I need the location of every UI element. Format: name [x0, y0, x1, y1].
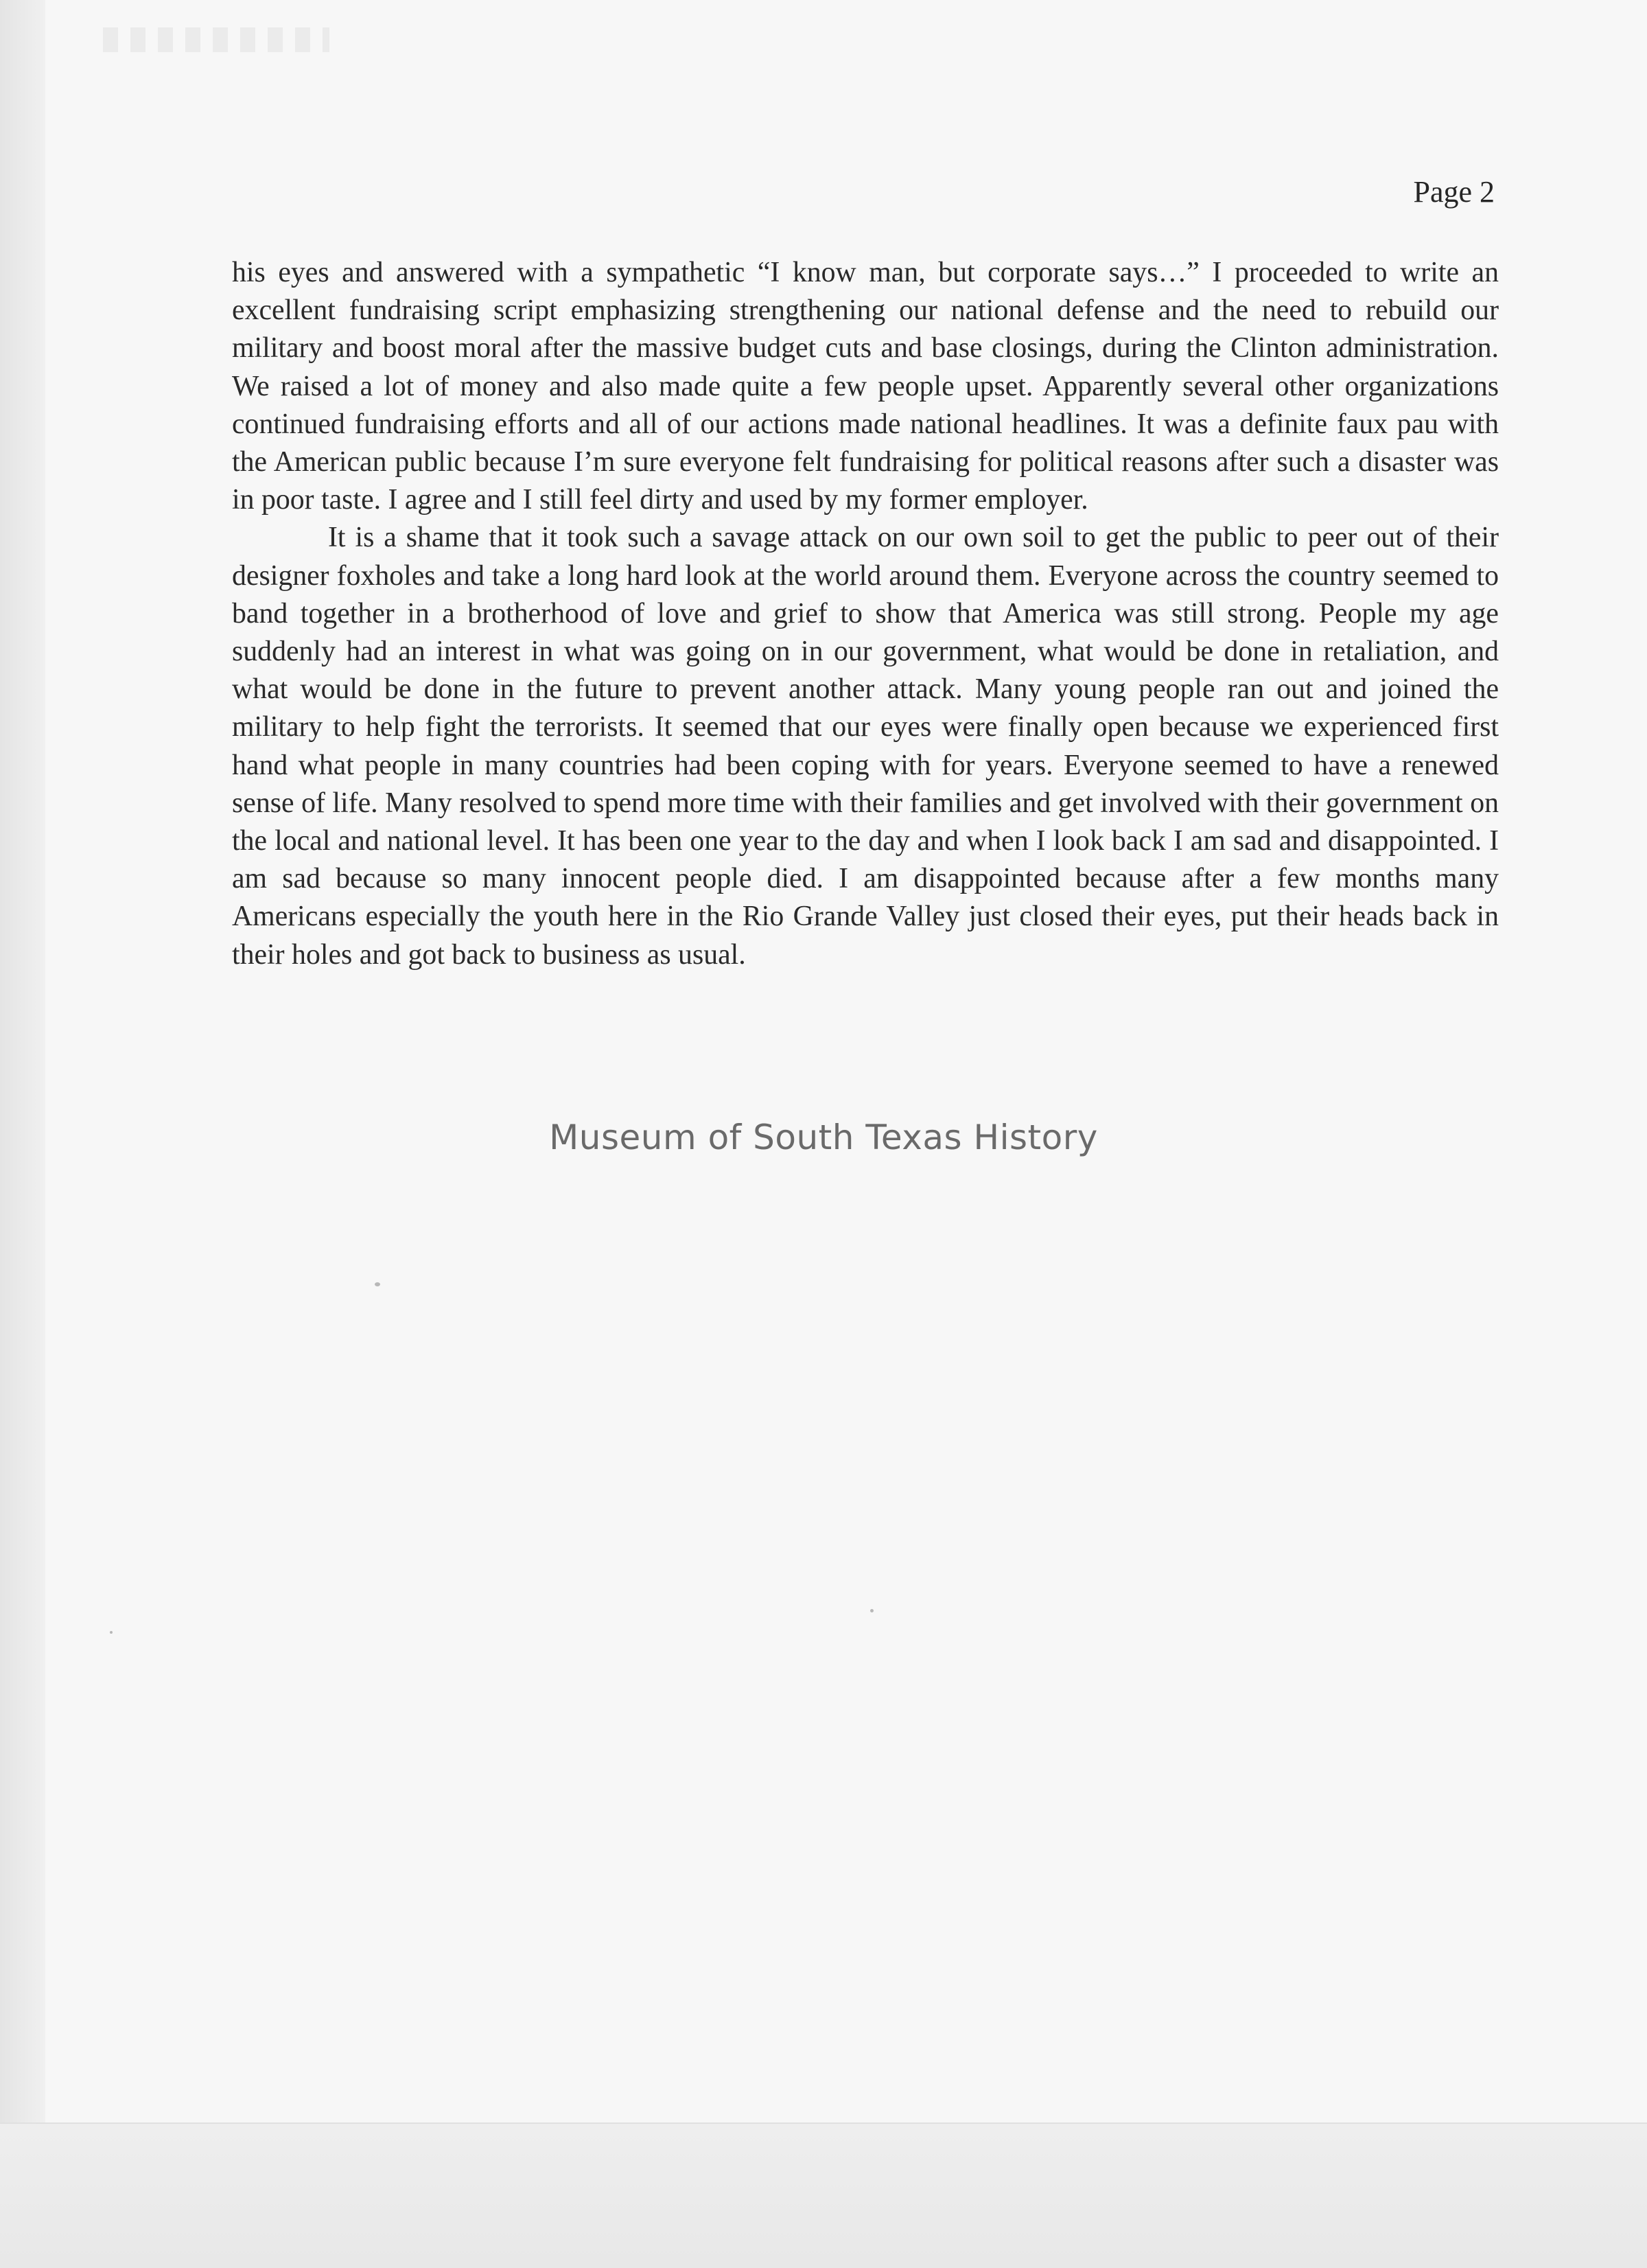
faint-bleed-through-mark [103, 27, 329, 52]
scan-border-bottom [0, 2122, 1647, 2268]
scan-speck [110, 1631, 113, 1634]
paragraph-indented: It is a shame that it took such a savage attack on our own soil to get the public to peer out of their designer foxholes and take a long hard look at the world around them. Everyone across the country seemed to band together in a brotherhood of love and grief to show that America was still strong. People my age suddenly had an interest in what was going on in our government, what would be done in retaliation, and what would be done in the future to prevent another attack. Many young people ran out and joined the military to help fight the terrorists. It seemed that our eyes were finally open because we experienced first hand what people in many countries had been coping with for years. Everyone seemed to have a renewed sense of life. Many resolved to spend more time with their families and get involved with their government on the local and national level. It has been one year to the day and when I look back I am sad and disappointed. I am sad because so many innocent people died. I am disappointed because after a few months many Americans especially the youth here in the Rio Grande Valley just closed their eyes, put their heads back in their holes and got back to business as usual. [232, 522, 1499, 971]
body-text [232, 254, 1499, 974]
page-number: Page 2 [1413, 175, 1495, 209]
scan-speck [870, 1609, 874, 1612]
scan-speck [375, 1282, 380, 1286]
museum-watermark: Museum of South Texas History [549, 1118, 1098, 1157]
paragraph-continued: his eyes and answered with a sympathetic “I know man, but corporate says…” I proceeded to write an excellent fundraising script emphasizing strengthening our national defense and the need to rebuild our military and boost moral after the massive budget cuts and base closings, during the Clinton administration. We raised a lot of money and also made quite a few people upset. Apparently several other organizations continued fundraising efforts and all of our actions made national headlines. It was a definite faux pau with the American public because I’m sure everyone felt fundraising for political reasons after such a disaster was in poor taste. I agree and I still feel dirty and used by my former employer. [232, 257, 1499, 516]
